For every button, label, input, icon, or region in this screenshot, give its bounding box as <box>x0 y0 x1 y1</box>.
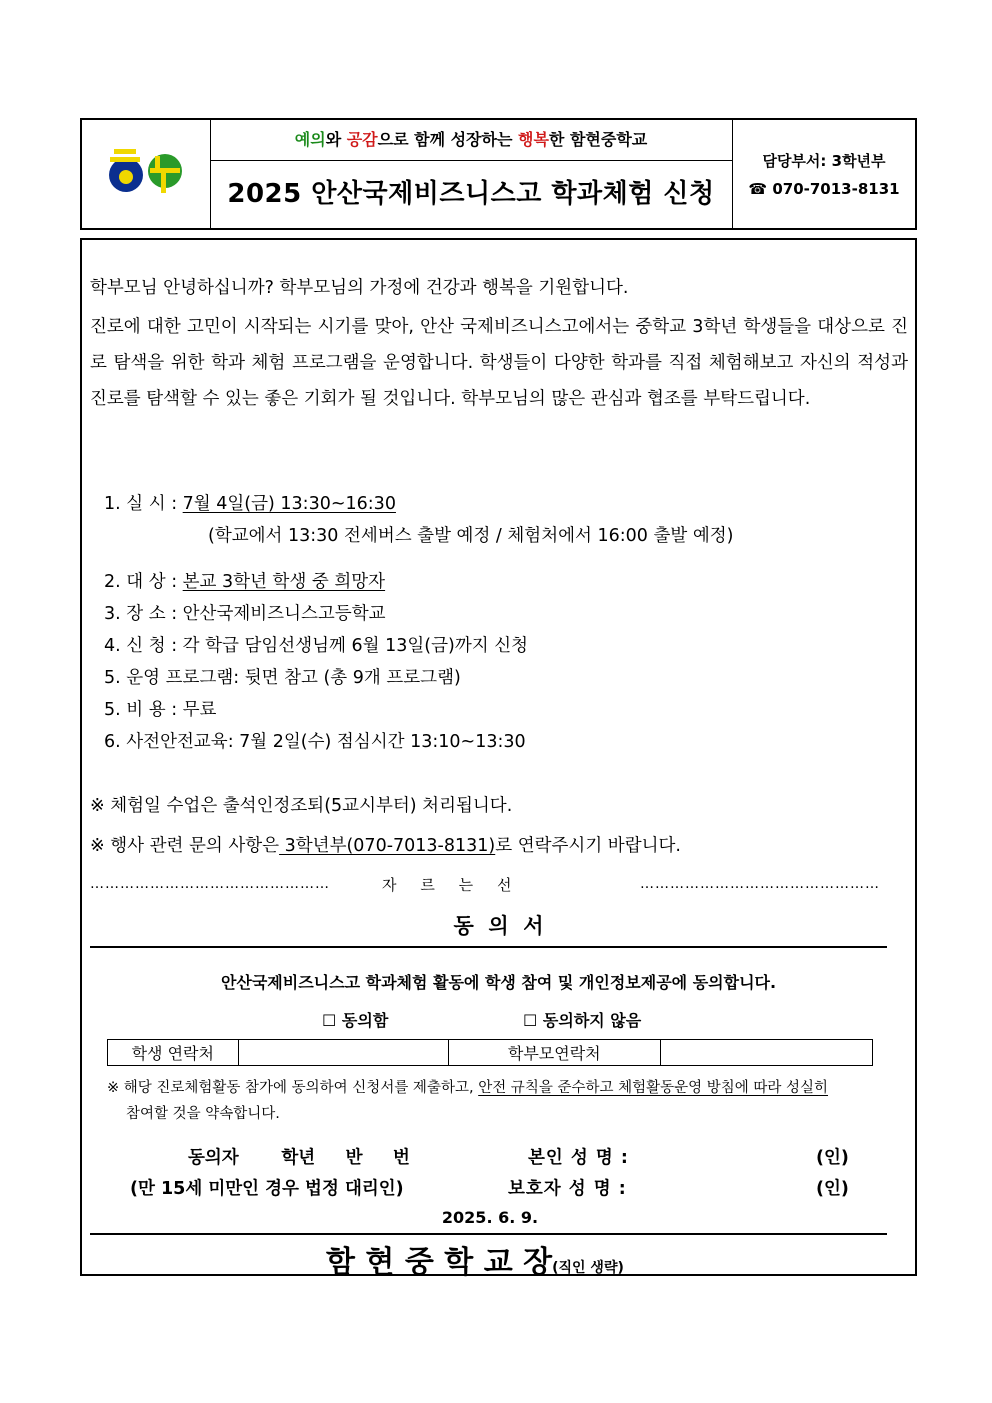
slogan-part: 행복 <box>518 130 549 149</box>
item-target-label: 2. 대 상 : <box>104 572 183 592</box>
phone-number: 070-7013-8131 <box>772 180 900 198</box>
telephone-icon: ☎ <box>748 180 768 198</box>
seal-omitted-note: (직인 생략) <box>552 1260 624 1276</box>
logo-cell <box>82 120 211 228</box>
student-name-label: 본인 성 명 : <box>528 1148 629 1168</box>
note-inquiry-pre: ※ 행사 관련 문의 사항은 <box>90 836 280 856</box>
principal-title: 함 현 중 학 교 장 <box>326 1245 553 1280</box>
title-cell <box>210 120 733 228</box>
note-inquiry-contact: 3학년부(070-7013-8131) <box>279 836 496 856</box>
school-slogan <box>210 120 732 161</box>
slogan-part: 으로 함께 성장하는 <box>377 130 518 149</box>
parent-contact-field[interactable] <box>660 1040 872 1066</box>
guardian-name-label: 보호자 성 명 : <box>508 1179 627 1199</box>
slogan-part: 와 <box>325 130 347 149</box>
cut-line-label: 자 르 는 선 <box>382 876 512 894</box>
item-location: 3. 장 소 : 안산국제비즈니스고등학교 <box>104 604 386 624</box>
agree-checkbox[interactable]: ☐ 동의함 <box>322 1011 389 1030</box>
item-schedule <box>104 490 396 515</box>
slogan-part: 공감 <box>346 130 378 149</box>
consent-statement: 안산국제비즈니스고 학과체험 활동에 학생 참여 및 개인정보제공에 동의합니다. <box>220 973 777 992</box>
date-rule <box>90 1233 887 1235</box>
pledge-line-2: 참여할 것을 약속합니다. <box>126 1106 280 1122</box>
student-contact-field[interactable] <box>238 1040 448 1066</box>
header-table <box>80 118 917 230</box>
item-target <box>104 568 385 593</box>
school-logo <box>106 146 186 198</box>
guardian-seal: (인) <box>816 1179 849 1199</box>
slogan-part: 한 함현중학교 <box>548 130 648 149</box>
document-title: 2025 안산국제비즈니스고 학과체험 신청 <box>227 179 715 209</box>
guardian-note: (만 15세 미만인 경우 법정 대리인) <box>130 1179 404 1199</box>
cut-line-dots-left: ………………………………………… <box>90 876 330 892</box>
note-inquiry <box>90 832 681 857</box>
item-schedule-value: 7월 4일(금) 13:30~16:30 <box>182 494 396 514</box>
intro-paragraph: 진로에 대한 고민이 시작되는 시기를 맞아, 안산 국제비즈니스고에서는 중학교 3학년 학생들을 대상으로 진로 탐색을 위한 학과 체험 프로그램을 운영합니다. 학생들이 다양한 학과를 직접 체험해보고 자신의 적성과 진로를 탐색할 수 있는 좋은 기회가 될 것입니다. 학부모님의 많은 관심과 협조를 부탁드립니다. <box>90 317 908 409</box>
parent-contact-label: 학부모연락처 <box>448 1040 660 1066</box>
item-application: 4. 신 청 : 각 학급 담임선생님께 6월 13일(금)까지 신청 <box>104 636 529 656</box>
pledge-underlined: 안전 규칙을 준수하고 체험활동운영 방침에 따라 성실히 <box>478 1080 829 1096</box>
cut-line-dots-right: ………………………………………… <box>640 876 880 892</box>
note-attendance: ※ 체험일 수업은 출석인정조퇴(5교시부터) 처리됩니다. <box>90 796 513 816</box>
main-content-box <box>80 238 917 1280</box>
principal-signature <box>326 1237 624 1281</box>
student-contact-label: 학생 연락처 <box>108 1040 239 1066</box>
item-target-value: 본교 3학년 학생 중 희망자 <box>182 572 386 592</box>
item-schedule-note: (학교에서 13:30 전세버스 출발 예정 / 체험처에서 16:00 출발 예정) <box>208 526 734 546</box>
contact-table <box>107 1039 873 1066</box>
document-date: 2025. 6. 9. <box>441 1208 539 1227</box>
item-schedule-label: 1. 실 시 : <box>104 494 183 514</box>
slogan-part: 예의 <box>294 130 326 149</box>
item-program: 5. 운영 프로그램: 뒷면 참고 (총 9개 프로그램) <box>104 668 461 688</box>
department-cell <box>733 120 915 228</box>
department-label: 담당부서: 3학년부 <box>762 152 886 170</box>
student-seal: (인) <box>816 1148 849 1168</box>
greeting-text: 학부모님 안녕하십니까? 학부모님의 가정에 건강과 행복을 기원합니다. <box>90 278 629 298</box>
consent-title-rule <box>90 946 887 948</box>
pledge-text: ※ 해당 진로체험활동 참가에 동의하여 신청서를 제출하고, <box>107 1080 479 1096</box>
item-safety-education: 6. 사전안전교육: 7월 2일(수) 점심시간 13:10~13:30 <box>104 732 526 752</box>
department-phone <box>733 180 915 198</box>
item-cost: 5. 비 용 : 무료 <box>104 700 217 720</box>
consenter-class-row: 동의자 학년 반 번 <box>188 1148 410 1168</box>
consent-title: 동 의 서 <box>453 914 544 938</box>
note-inquiry-post: 로 연락주시기 바랍니다. <box>495 836 681 856</box>
disagree-checkbox[interactable]: ☐ 동의하지 않음 <box>523 1011 642 1030</box>
pledge-line-1 <box>107 1076 828 1097</box>
